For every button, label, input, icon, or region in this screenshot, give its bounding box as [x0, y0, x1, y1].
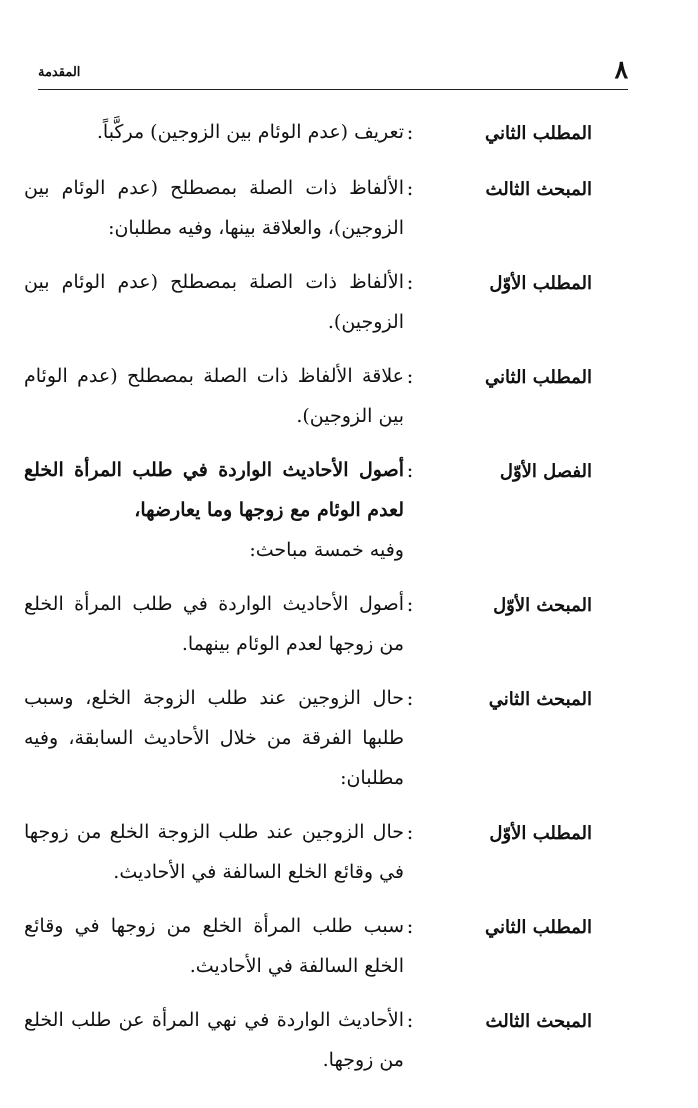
entry-label: المطلب الأوّل	[489, 823, 592, 844]
entry-text	[24, 450, 404, 570]
entry-colon: :	[406, 120, 414, 144]
entry-label: المطلب الثاني	[485, 123, 592, 144]
page-number: ٨	[614, 55, 628, 84]
entry-text: تعريف (عدم الوئام بين الزوجين) مركَّباً.	[96, 121, 404, 143]
entry-text: الألفاظ ذات الصلة بمصطلح (عدم الوئام بين الزوجين)، والعلاقة بينها، وفيه مطلبان:	[24, 177, 404, 239]
table-of-contents	[24, 112, 592, 1094]
entry-text: الأحاديث الواردة في نهي المرأة عن طلب الخلع من زوجها.	[24, 1009, 404, 1071]
entry-colon: :	[406, 176, 414, 200]
entry-text: سبب طلب المرأة الخلع من زوجها في وقائع الخلع السالفة في الأحاديث.	[24, 915, 404, 977]
entry-colon: :	[406, 270, 414, 294]
entry-text: علاقة الألفاظ ذات الصلة بمصطلح (عدم الوئام بين الزوجين).	[24, 365, 404, 427]
entry-text: أصول الأحاديث الواردة في طلب المرأة الخلع من زوجها لعدم الوئام بينهما.	[24, 593, 404, 655]
toc-entry	[24, 112, 592, 154]
chapter-note: وفيه خمسة مباحث:	[249, 539, 404, 561]
toc-entry-chapter	[24, 450, 592, 570]
entry-text: الألفاظ ذات الصلة بمصطلح (عدم الوئام بين الزوجين).	[24, 271, 404, 333]
toc-entry	[24, 906, 592, 986]
toc-entry	[24, 168, 592, 248]
entry-colon: :	[406, 1008, 414, 1032]
running-title: المقدمة	[38, 65, 81, 80]
entry-label: المطلب الثاني	[485, 917, 592, 938]
entry-colon: :	[406, 686, 414, 710]
toc-entry	[24, 1000, 592, 1080]
entry-text: حال الزوجين عند طلب الزوجة الخلع من زوجها في وقائع الخلع السالفة في الأحاديث.	[24, 821, 404, 883]
entry-label: المبحث الثاني	[488, 689, 592, 710]
toc-entry	[24, 812, 592, 892]
entry-colon: :	[406, 458, 414, 482]
toc-entry	[24, 356, 592, 436]
entry-colon: :	[406, 914, 414, 938]
entry-colon: :	[406, 364, 414, 388]
entry-label: المبحث الثالث	[485, 179, 592, 200]
entry-label: الفصل الأوّل	[499, 461, 592, 482]
toc-entry	[24, 678, 592, 798]
entry-label: المطلب الثاني	[485, 367, 592, 388]
toc-entry	[24, 584, 592, 664]
toc-entry	[24, 262, 592, 342]
entry-colon: :	[406, 592, 414, 616]
entry-label: المبحث الثالث	[485, 1011, 592, 1032]
chapter-title: أصول الأحاديث الواردة في طلب المرأة الخلع لعدم الوئام مع زوجها وما يعارضها،	[24, 459, 404, 521]
page-header	[38, 56, 628, 86]
entry-label: المطلب الأوّل	[489, 273, 592, 294]
entry-label: المبحث الأوّل	[493, 595, 592, 616]
entry-text: حال الزوجين عند طلب الزوجة الخلع، وسبب طلبها الفرقة من خلال الأحاديث السابقة، وفيه مطلبان:	[24, 687, 404, 789]
header-divider	[38, 89, 628, 90]
entry-colon: :	[406, 820, 414, 844]
